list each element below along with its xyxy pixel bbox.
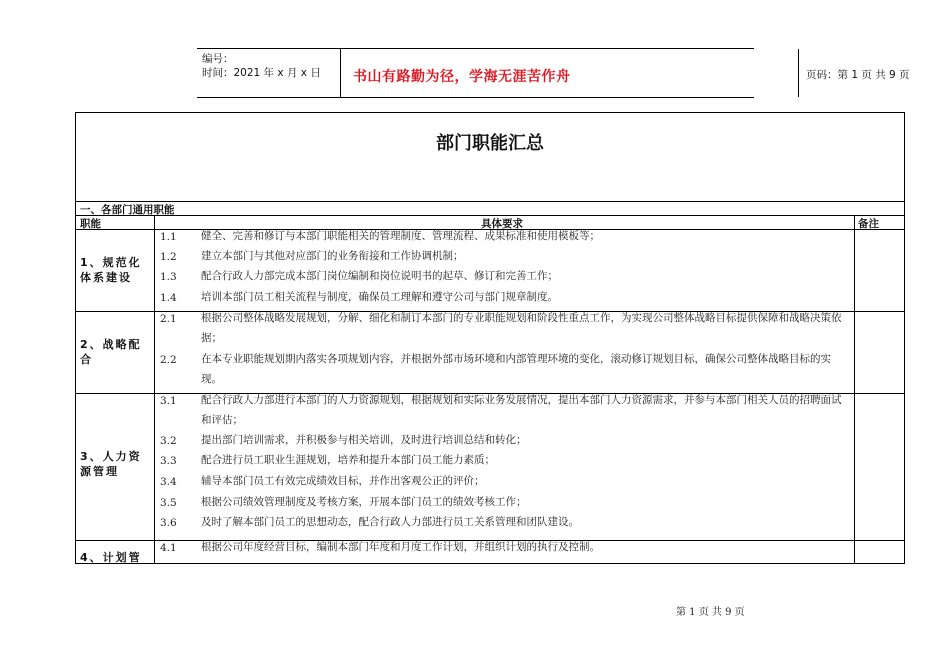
item-text: 及时了解本部门员工的思想动态，配合行政人力部进行员工关系管理和团队建设。 (201, 516, 579, 528)
item-number: 2.2 (160, 354, 177, 366)
page-footer: 第 1 页 共 9 页 (676, 607, 745, 618)
category-label: 1、规范化体系建设 (80, 256, 142, 284)
item-text: 在本专业职能规划期内落实各项规划内容，并根据外部市场环境和内部管理环境的变化，滚动修订规划目标，确保公司整体战略目标的实现。 (201, 353, 831, 385)
section-heading: 一、各部门通用职能 (80, 204, 175, 216)
function-table (75, 112, 905, 564)
item-text: 根据公司整体战略发展规划，分解、细化和制订本部门的专业职能规划和阶段性重点工作，为实现公司整体战略目标提供保障和战略决策依据； (201, 312, 842, 344)
motto: 书山有路勤为径，学海无涯苦作舟 (353, 69, 571, 85)
header-motto-cell (340, 49, 799, 97)
item-number: 4.1 (160, 542, 177, 554)
col-header-note: 备注 (858, 218, 879, 230)
category-label: 2、战略配合 (80, 338, 142, 366)
category-label: 4、计划管 (80, 551, 142, 564)
item-number: 3.3 (160, 455, 177, 467)
item-number: 3.6 (160, 517, 177, 529)
item-number: 3.4 (160, 476, 177, 488)
item-number: 2.1 (160, 313, 177, 325)
item-number: 1.2 (160, 251, 177, 263)
item-text: 建立本部门与其他对应部门的业务衔接和工作协调机制； (201, 250, 464, 262)
item-text: 配合行政人力部完成本部门岗位编制和岗位说明书的起草、修订和完善工作； (201, 270, 558, 282)
item-text: 配合行政人力部进行本部门的人力资源规划，根据规划和实际业务发展情况，提出本部门人力资源需求，并参与本部门相关人员的招聘面试和评估； (201, 394, 842, 426)
col-header-func: 职能 (80, 218, 101, 230)
item-text: 健全、完善和修订与本部门职能相关的管理制度、管理流程、成果标准和使用模板等； (201, 230, 600, 242)
item-number: 1.4 (160, 292, 177, 304)
item-text: 根据公司年度经营目标，编制本部门年度和月度工作计划，并组织计划的执行及控制。 (201, 541, 600, 553)
item-text: 配合进行员工职业生涯规划，培养和提升本部门员工能力素质； (201, 454, 495, 466)
date-label: 时间：2021 年 x 月 x 日 (202, 67, 321, 79)
item-text: 辅导本部门员工有效完成绩效目标，并作出客观公正的评价； (201, 475, 485, 487)
item-text: 培训本部门员工相关流程与制度，确保员工理解和遵守公司与部门规章制度。 (201, 291, 558, 303)
category-label: 3、人力资源管理 (80, 450, 142, 478)
item-number: 1.1 (160, 231, 177, 243)
item-number: 3.5 (160, 497, 177, 509)
page-title: 部门职能汇总 (436, 133, 544, 154)
item-number: 1.3 (160, 271, 177, 283)
item-number: 3.1 (160, 395, 177, 407)
number-label: 编号： (202, 53, 234, 65)
page-header (197, 48, 910, 98)
col-divider (854, 215, 855, 564)
item-text: 根据公司绩效管理制度及考核方案，开展本部门员工的绩效考核工作； (201, 496, 527, 508)
item-number: 3.2 (160, 435, 177, 447)
header-meta (197, 49, 340, 97)
item-text: 提出部门培训需求，并积极参与相关培训，及时进行培训总结和转化； (201, 434, 527, 446)
rule (76, 201, 904, 202)
col-divider (154, 215, 155, 564)
col-header-req: 具体要求 (481, 218, 523, 230)
rule (76, 563, 904, 564)
page-info: 页码：第 1 页 共 9 页 (806, 69, 910, 81)
